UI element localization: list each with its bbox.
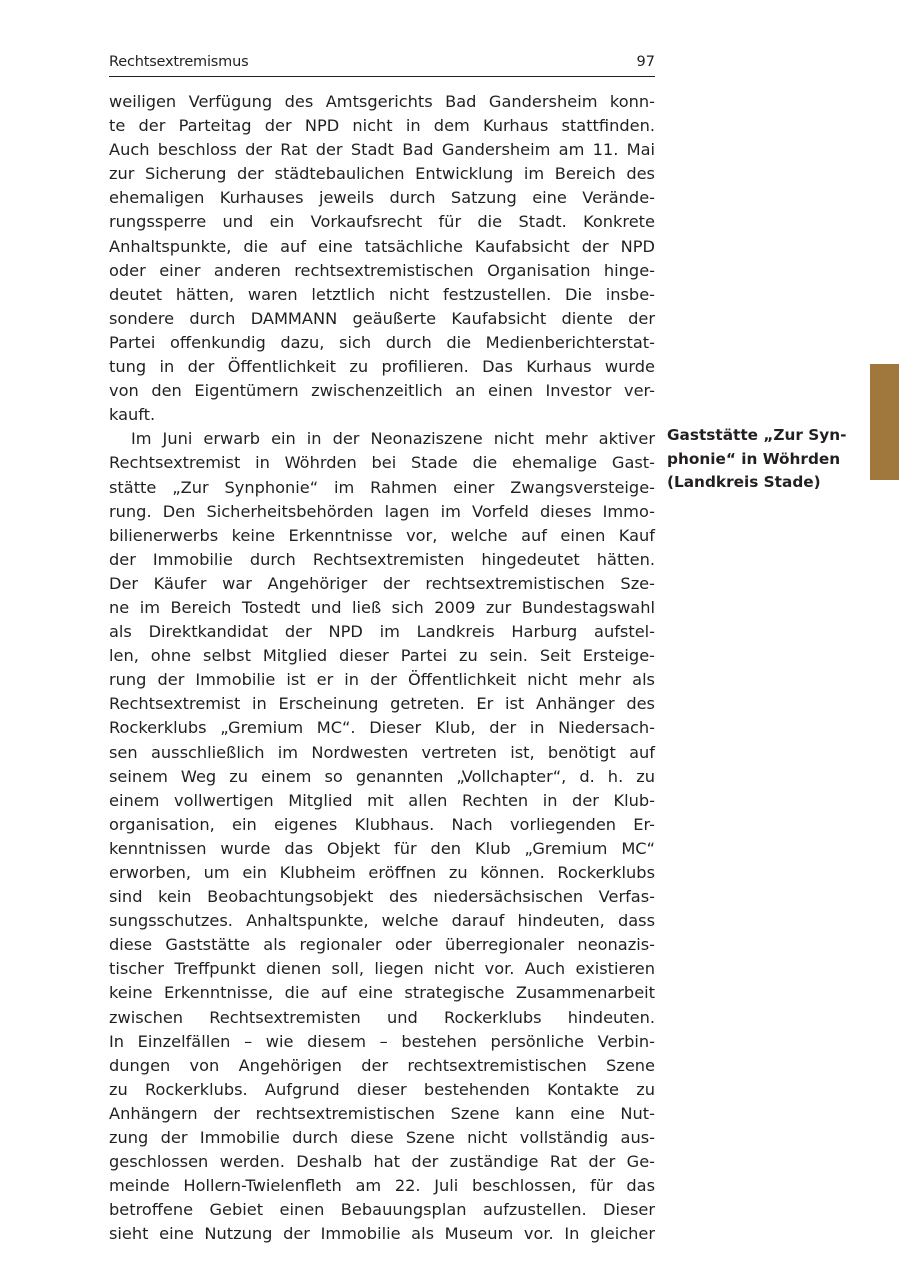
body-line: rung. Den Sicherheitsbehörden lagen im Vorfeld dieses Immo- <box>109 501 655 521</box>
body-line: Partei offenkundig dazu, sich durch die Medienberichterstat- <box>109 332 655 352</box>
body-line: deutet hätten, waren letztlich nicht festzustellen. Die insbe- <box>109 284 655 304</box>
body-line: rungssperre und ein Vorkaufsrecht für die Stadt. Konkrete <box>109 212 655 232</box>
body-line: organisation, ein eigenes Klubhaus. Nach vorliegenden Er- <box>109 814 655 834</box>
body-line: erworben, um ein Klubheim eröffnen zu können. Rockerklubs <box>109 863 655 882</box>
margin-note-line: Gaststätte „Zur Syn- <box>667 426 847 444</box>
chapter-thumb-tab <box>870 364 899 480</box>
body-line: keine Erkenntnisse, die auf eine strategische Zusammenarbeit <box>109 983 655 1003</box>
body-line: sondere durch DAMMANN geäußerte Kaufabsicht diente der <box>109 308 655 328</box>
body-line: Anhaltspunkte, die auf eine tatsächliche Kaufabsicht der NPD <box>109 236 655 256</box>
body-line: weiligen Verfügung des Amtsgerichts Bad Gandersheim konn- <box>109 92 655 111</box>
body-line: te der Parteitag der NPD nicht in dem Kurhaus stattfinden. <box>109 116 655 136</box>
body-line: zwischen Rechtsextremisten und Rockerklubs hindeuten. <box>109 1007 655 1027</box>
body-line: betroffene Gebiet einen Bebauungsplan aufzustellen. Dieser <box>109 1200 655 1220</box>
body-line: ne im Bereich Tostedt und ließ sich 2009 zur Bundestagswahl <box>109 597 655 617</box>
body-line: tung in der Öffentlichkeit zu profilieren. Das Kurhaus wurde <box>109 357 655 377</box>
page-number: 97 <box>636 54 655 70</box>
body-line: sen ausschließlich im Nordwesten vertreten ist, benötigt auf <box>109 742 655 762</box>
body-line: In Einzelfällen – wie diesem – bestehen persönliche Verbin- <box>109 1031 655 1051</box>
body-line: Auch beschloss der Rat der Stadt Bad Gandersheim am 11. Mai <box>109 140 655 160</box>
body-line: oder einer anderen rechtsextremistischen Organisation hinge- <box>109 260 655 280</box>
body-line: ehemaligen Kurhauses jeweils durch Satzung eine Verände- <box>109 188 655 208</box>
body-line: Rechtsextremist in Wöhrden bei Stade die ehemalige Gast- <box>109 453 655 473</box>
body-line: sind kein Beobachtungsobjekt des niedersächsischen Verfas- <box>109 887 655 907</box>
body-line: meinde Hollern-Twielenfleth am 22. Juli beschlossen, für das <box>109 1176 655 1196</box>
margin-note-line: phonie“ in Wöhrden <box>667 449 841 468</box>
body-line: kauft. <box>109 405 156 425</box>
body-line: zur Sicherung der städtebaulichen Entwicklung im Bereich des <box>109 164 655 184</box>
body-line: sungsschutzes. Anhaltspunkte, welche darauf hindeuten, dass <box>109 911 655 931</box>
running-title: Rechtsextremismus <box>109 54 249 70</box>
body-line: tischer Treffpunkt dienen soll, liegen nicht vor. Auch existieren <box>109 959 655 979</box>
body-line: zu Rockerklubs. Aufgrund dieser bestehenden Kontakte zu <box>109 1079 655 1099</box>
body-line: Anhängern der rechtsextremistischen Szene kann eine Nut- <box>109 1103 655 1123</box>
body-line: seinem Weg zu einem so genannten „Vollchapter“, d. h. zu <box>109 766 655 786</box>
body-line: geschlossen werden. Deshalb hat der zuständige Rat der Ge- <box>109 1152 655 1172</box>
body-line: Der Käufer war Angehöriger der rechtsextremistischen Sze- <box>109 573 655 593</box>
body-line: kenntnissen wurde das Objekt für den Klub „Gremium MC“ <box>109 838 655 858</box>
margin-note-heading <box>667 424 867 495</box>
margin-note-line: (Landkreis Stade) <box>667 473 821 491</box>
body-line: von den Eigentümern zwischenzeitlich an einen Investor ver- <box>109 381 655 401</box>
body-line: rung der Immobilie ist er in der Öffentlichkeit nicht mehr als <box>109 670 655 690</box>
body-line: diese Gaststätte als regionaler oder überregionaler neonazis- <box>109 935 655 955</box>
body-line: len, ohne selbst Mitglied dieser Partei zu sein. Seit Ersteige- <box>109 646 655 666</box>
body-line: Im Juni erwarb ein in der Neonaziszene nicht mehr aktiver <box>131 429 655 449</box>
body-line: Rechtsextremist in Erscheinung getreten. Er ist Anhänger des <box>109 694 655 714</box>
body-line: als Direktkandidat der NPD im Landkreis Harburg aufstel- <box>109 622 655 642</box>
body-text <box>109 90 655 1247</box>
body-line: sieht eine Nutzung der Immobilie als Museum vor. In gleicher <box>109 1224 655 1244</box>
body-line: einem vollwertigen Mitglied mit allen Rechten in der Klub- <box>109 790 655 810</box>
body-line: Rockerklubs „Gremium MC“. Dieser Klub, der in Niedersach- <box>109 718 655 738</box>
running-head <box>109 54 655 77</box>
body-line: zung der Immobilie durch diese Szene nicht vollständig aus- <box>109 1128 655 1148</box>
body-line: bilienerwerbs keine Erkenntnisse vor, welche auf einen Kauf <box>109 525 655 545</box>
body-line: der Immobilie durch Rechtsextremisten hingedeutet hätten. <box>109 549 655 569</box>
body-line: stätte „Zur Synphonie“ im Rahmen einer Zwangsversteige- <box>109 477 655 497</box>
body-line: dungen von Angehörigen der rechtsextremistischen Szene <box>109 1055 655 1075</box>
